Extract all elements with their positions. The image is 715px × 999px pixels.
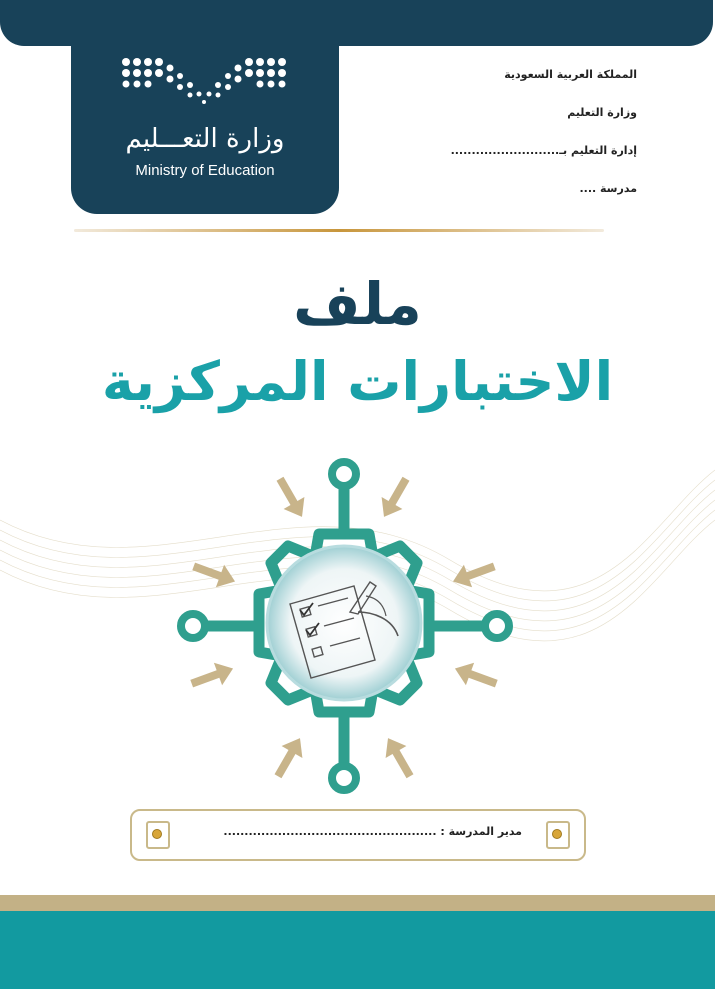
header-info [377, 66, 637, 218]
pin-icon [546, 821, 570, 849]
page-title: ملف [293, 270, 422, 338]
kingdom-line: المملكة العربية السعودية [504, 68, 637, 81]
gear-graphic [0, 440, 715, 810]
principal-field [130, 809, 586, 861]
pin-icon [146, 821, 170, 849]
logo-arabic-text: وزارة التعـــليم [125, 124, 285, 154]
ministry-line: وزارة التعليم [567, 106, 637, 119]
page-subtitle: الاختبارات المركزية [101, 350, 614, 413]
logo-english-text: Ministry of Education [135, 162, 275, 179]
footer-gold-band [0, 895, 715, 911]
principal-label: مدير المدرسة : ................................................... [223, 825, 522, 838]
footer-teal-band [0, 911, 715, 989]
gold-divider [74, 229, 604, 232]
school-line: مدرسة .... [579, 182, 637, 195]
department-line: إدارة التعليم بـ.......................... [450, 144, 637, 157]
ministry-logo-icon [118, 54, 290, 114]
